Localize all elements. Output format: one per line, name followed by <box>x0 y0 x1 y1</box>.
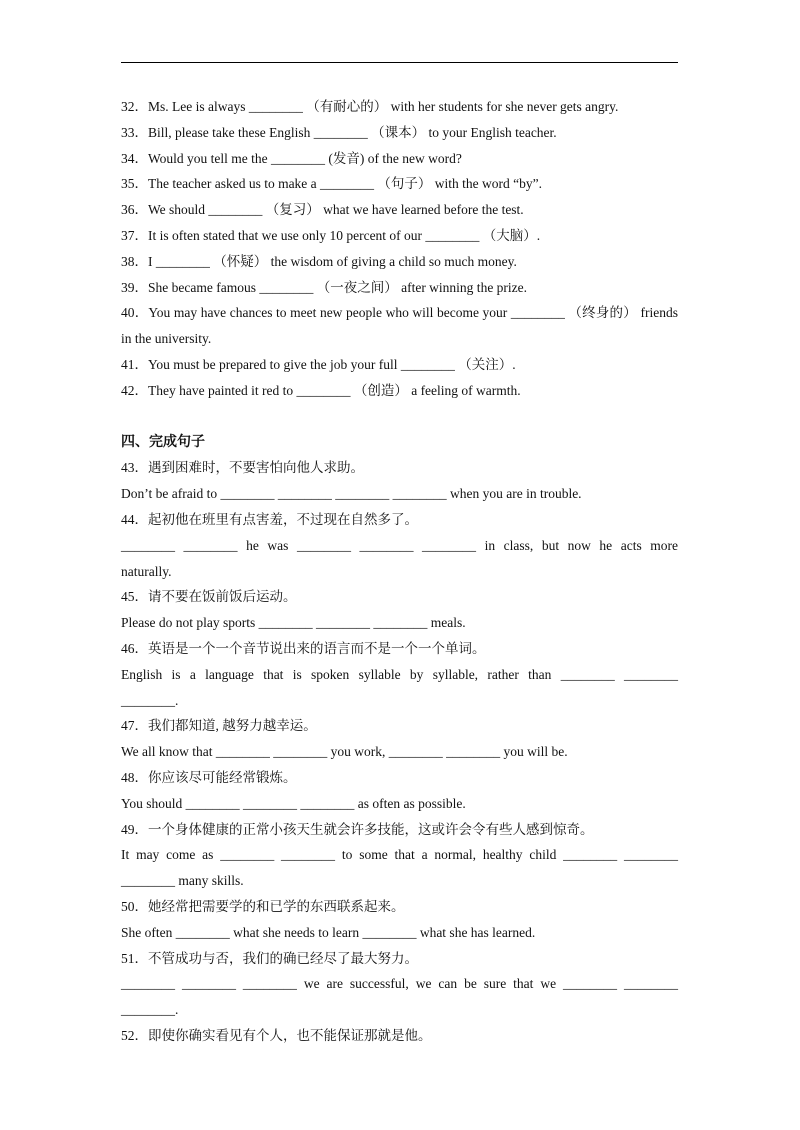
chinese-prompt: 51．不管成功与否，我们的确已经尽了最大努力。 <box>121 950 418 966</box>
question-item <box>121 352 678 378</box>
sentence-item <box>121 1023 678 1049</box>
question-line: 40．You may have chances to meet new people who will become your ________ （终身的） friends <box>121 305 678 321</box>
question-line: 38．I ________ （怀疑） the wisdom of giving a child so much money. <box>121 253 517 269</box>
answer-line: ________ many skills. <box>121 873 244 889</box>
answer-line: naturally. <box>121 563 172 579</box>
answer-line: ________. <box>121 692 179 708</box>
question-line: 32．Ms. Lee is always ________ （有耐心的） with her students for she never gets angry. <box>121 99 619 114</box>
sentence-item <box>121 636 678 713</box>
answer-line: She often ________ what she needs to learn ________ what she has learned. <box>121 924 536 940</box>
sentence-item <box>121 455 678 507</box>
section-gap <box>121 404 678 430</box>
sentence-item <box>121 817 678 894</box>
answer-line: It may come as ________ ________ to some that a normal, healthy child ________ ________ <box>121 847 678 863</box>
sentence-item <box>121 507 678 584</box>
answer-line: ________ ________ he was ________ ________ ________ in class, but now he acts more <box>121 537 678 553</box>
question-item <box>121 300 678 352</box>
answer-line: You should ________ ________ ________ as often as possible. <box>121 795 466 811</box>
question-item <box>121 223 678 249</box>
chinese-prompt: 43．遇到困难时，不要害怕向他人求助。 <box>121 460 364 476</box>
question-item <box>121 249 678 275</box>
chinese-prompt: 52．即使你确实看见有个人，也不能保证那就是他。 <box>121 1027 432 1043</box>
chinese-prompt: 47．我们都知道, 越努力越幸运。 <box>121 718 317 734</box>
header-rule <box>121 62 678 63</box>
question-line: 42．They have painted it red to ________ （创造） a feeling of warmth. <box>121 382 521 398</box>
answer-line: We all know that ________ ________ you work, ________ ________ you will be. <box>121 744 568 760</box>
sentence-item <box>121 946 678 1023</box>
chinese-prompt: 49．一个身体健康的正常小孩天生就会许多技能，这或许会令有些人感到惊奇。 <box>121 821 594 837</box>
question-line: 35．The teacher asked us to make a ________ （句子） with the word “by”. <box>121 176 543 192</box>
question-item <box>121 94 678 120</box>
chinese-prompt: 45．请不要在饭前饭后运动。 <box>121 589 297 605</box>
question-line: 34．Would you tell me the ________ (发音) of the new word? <box>121 150 462 166</box>
section-heading: 四、完成句子 <box>121 434 205 450</box>
question-line: 41．You must be prepared to give the job your full ________ （关注）. <box>121 356 516 372</box>
question-item <box>121 275 678 301</box>
sentence-completion-list <box>121 455 678 1048</box>
question-item <box>121 171 678 197</box>
question-item <box>121 378 678 404</box>
chinese-prompt: 48．你应该尽可能经常锻炼。 <box>121 769 297 785</box>
answer-line: Don’t be afraid to ________ ________ ________ ________ when you are in trouble. <box>121 486 582 502</box>
answer-line: English is a language that is spoken syllable by syllable, rather than ________ ________ <box>121 666 678 682</box>
answer-line: ________. <box>121 1002 179 1018</box>
fill-in-list <box>121 94 678 404</box>
question-line: 39．She became famous ________ （一夜之间） after winning the prize. <box>121 279 528 295</box>
answer-line: ________ ________ ________ we are successful, we can be sure that we ________ ________ <box>121 976 678 992</box>
question-item <box>121 120 678 146</box>
chinese-prompt: 50．她经常把需要学的和已学的东西联系起来。 <box>121 898 405 914</box>
sentence-item <box>121 894 678 946</box>
worksheet-content <box>121 94 678 1049</box>
sentence-item <box>121 713 678 765</box>
sentence-item <box>121 765 678 817</box>
question-item <box>121 197 678 223</box>
question-line: 33．Bill, please take these English ________ （课本） to your English teacher. <box>121 124 557 140</box>
chinese-prompt: 46．英语是一个一个音节说出来的语言而不是一个一个单词。 <box>121 640 486 656</box>
question-item <box>121 146 678 172</box>
sentence-item <box>121 584 678 636</box>
question-line: 37．It is often stated that we use only 10 percent of our ________ （大脑）. <box>121 227 541 243</box>
question-line: 36．We should ________ （复习） what we have learned before the test. <box>121 202 524 218</box>
chinese-prompt: 44．起初他在班里有点害羞，不过现在自然多了。 <box>121 511 418 527</box>
question-line: in the university. <box>121 331 212 347</box>
answer-line: Please do not play sports ________ ________ ________ meals. <box>121 615 466 631</box>
